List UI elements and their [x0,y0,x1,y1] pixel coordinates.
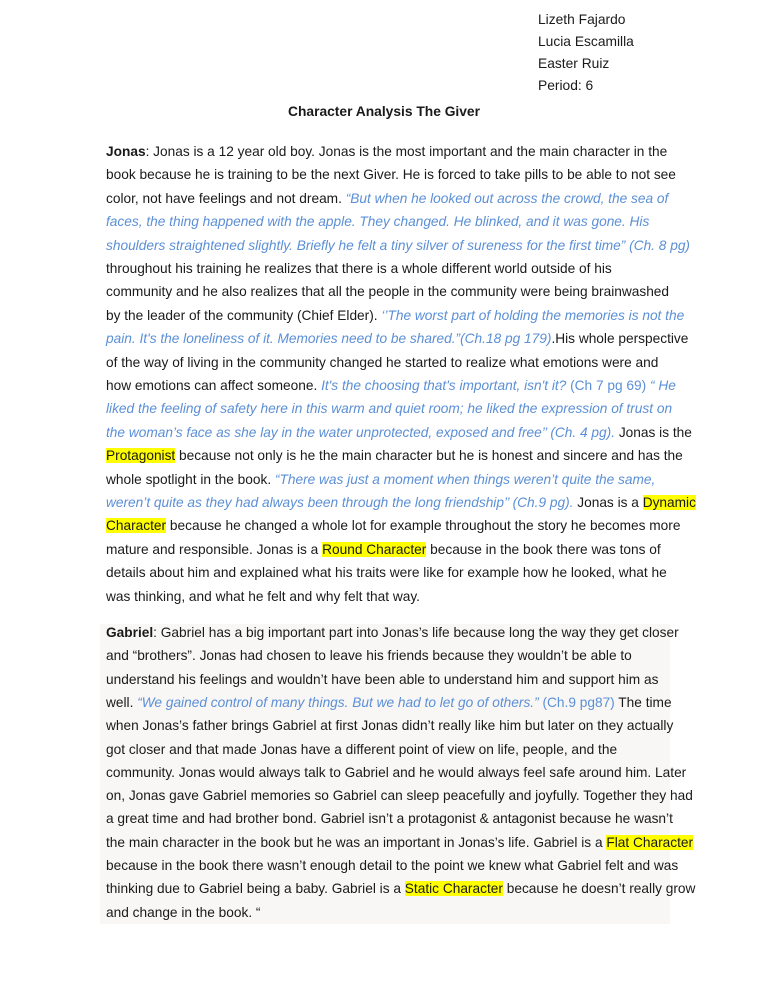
body-text: got closer and that made Jonas have a different point of view on life, people, and the [106,741,618,757]
quote-text: liked the feeling of safety here in this warm and quiet room; he liked the expression of trust on [106,401,673,417]
subject-name: Gabriel [106,625,154,640]
text-line [106,624,679,642]
body-text: how emotions can affect someone. [106,378,322,393]
quote-text: “We gained control of many things. But we had to let go of others.” [137,694,539,710]
text-line [106,834,693,852]
body-text: : Jonas is a 12 year old boy. Jonas is the most important and the main character in the [145,144,668,159]
text-line [106,494,696,512]
text-line [106,400,672,418]
body-text: on, Jonas gave Gabriel memories so Gabriel can sleep peacefully and joyfully. Together they had [106,788,693,804]
highlighted-term: Dynamic [642,495,696,510]
text-line [106,190,668,208]
quote-text: It's the choosing that's important, isn't it? [321,378,567,393]
document-title: Character Analysis The Giver [288,104,480,119]
text-line [106,787,693,805]
text-line [106,307,684,325]
text-line [106,588,420,606]
body-text: because he doesn’t really grow [502,881,696,897]
body-text: of the way of living in the community changed he started to realize what emotions were and [106,354,659,370]
body-text: because not only is he the main character but he is honest and sincere and has the [175,448,683,464]
body-text: understand his feelings and wouldn’t have been able to understand him and support him as [106,671,659,687]
text-line [106,447,683,465]
body-text: a great time and had brother bond. Gabriel isn’t a protagonist & antagonist because he wasn’t [106,811,673,827]
quote-text: “But when he looked out across the crowd, the sea of [345,190,669,206]
body-text: Jonas is the [615,424,692,440]
text-line [106,717,673,735]
text-line [106,213,649,231]
text-line [106,541,661,559]
text-line [106,354,658,372]
text-line [106,880,695,898]
text-line [106,647,632,665]
text-line [106,377,676,395]
quote-text: “There was just a moment when things weren’t quite the same, [274,471,656,487]
text-line [106,764,686,782]
text-line [106,237,690,255]
text-line [106,810,673,828]
class-period: Period: 6 [538,78,594,93]
body-text: community and he also realizes that all the people in the community were being brainwashed [106,284,670,300]
body-text: throughout his training he realizes that there is a whole different world outside of his [106,261,612,276]
quote-text: “ He [650,378,676,393]
text-line [106,857,678,875]
text-line [106,283,669,301]
body-text: because in the book there was tons of [426,541,661,557]
body-text: when Jonas’s father brings Gabriel at first Jonas didn’t really like him but later on they actually [106,718,674,734]
quote-text: shoulders straightened slightly. Briefly he felt a tiny silver of sureness for the first time” (Ch. 8 pg) [106,237,690,253]
text-line [106,424,692,442]
text-line [106,517,680,535]
quote-text: ‘’The worst part of holding the memories is not the [381,307,685,323]
body-text: color, not have feelings and not dream. [106,190,346,206]
body-text: and change in the book. “ [106,904,261,920]
body-text: book because he is training to be the next Giver. He is forced to take pills to be able to not see [106,167,676,183]
body-text: well. [106,694,138,710]
body-text: was thinking, and what he felt and why felt that way. [106,588,420,604]
author-name: Easter Ruiz [538,56,610,71]
highlighted-term: Character [106,518,167,534]
body-text: details about him and explained what his traits were like for example how he looked, what he [106,565,667,581]
body-text: the main character in the book but he was an important in Jonas’s life. Gabriel is a [106,834,607,850]
body-text: : Gabriel has a big important part into Jonas’s life because long the way they get closer [153,625,679,640]
citation-text: (Ch 7 pg 69) [566,378,650,393]
text-line [106,260,612,278]
highlighted-term: Round Character [322,541,427,557]
text-line [106,166,676,184]
text-line [106,564,667,582]
body-text: and “brothers”. Jonas had chosen to leave his friends because they wouldn’t be able to [106,648,632,664]
text-line [106,143,667,161]
body-text: The time [614,694,672,710]
quote-text: weren’t quite as they had always been through the long friendship’’ (Ch.9 pg). [106,495,574,510]
highlighted-term: Protagonist [106,448,176,464]
body-text: community. Jonas would always talk to Gabriel and he would always feel safe around him. Later [106,764,687,780]
text-line [106,741,617,759]
author-name: Lizeth Fajardo [538,12,626,27]
body-text: mature and responsible. Jonas is a [106,541,323,557]
highlighted-term: Flat Character [606,834,694,850]
body-text: Jonas is a [573,495,643,510]
citation-text: (Ch.9 pg87) [538,694,615,710]
text-line [106,904,260,922]
body-text: thinking due to Gabriel being a baby. Gabriel is a [106,881,405,897]
author-name: Lucia Escamilla [538,34,634,49]
subject-name: Jonas [106,144,146,159]
text-line [106,330,688,348]
body-text: because he changed a whole lot for example throughout the story he becomes more [166,518,681,534]
text-line [106,471,655,489]
body-text: whole spotlight in the book. [106,471,275,487]
text-line [106,694,672,712]
quote-text: the woman’s face as she lay in the water unprotected, exposed and free’’ (Ch. 4 pg). [106,424,616,440]
body-text: because in the book there wasn’t enough detail to the point we knew what Gabriel felt and was [106,858,679,873]
body-text: by the leader of the community (Chief Elder). [106,307,382,323]
body-text: .His whole perspective [551,331,689,347]
highlighted-term: Static Character [404,881,503,897]
text-line [106,671,658,689]
quote-text: faces, the thing happened with the apple. They changed. He blinked, and it was gone. His [106,214,650,230]
quote-text: pain. It's the loneliness of it. Memories need to be shared.”(Ch.18 pg 179) [106,331,552,347]
